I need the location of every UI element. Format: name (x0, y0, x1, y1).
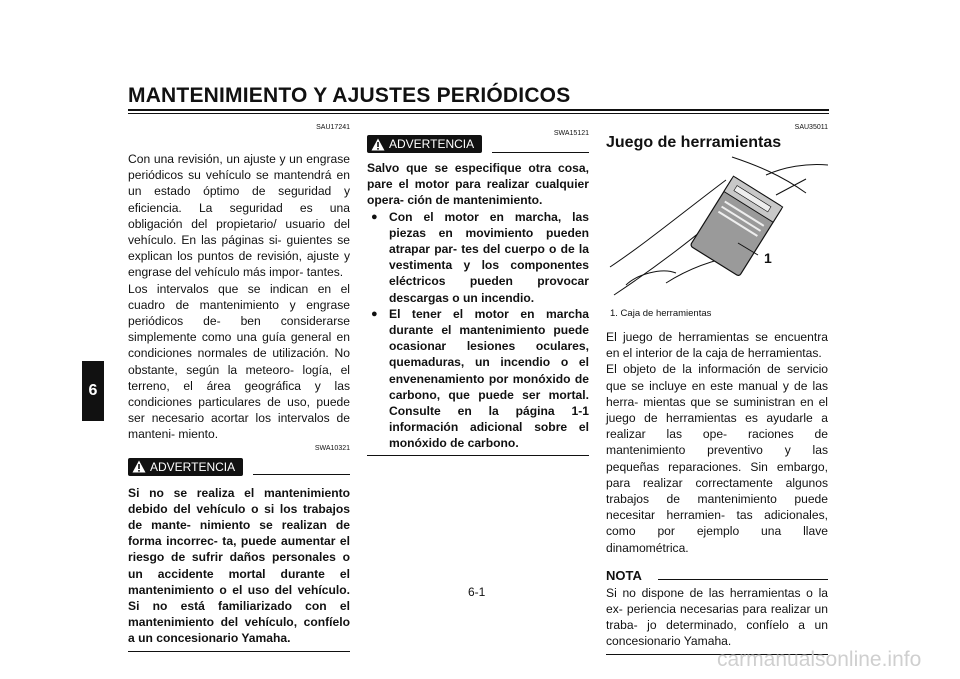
warning-label: ADVERTENCIA (389, 137, 475, 151)
column-3 (606, 124, 828, 152)
toolkit-purpose-paragraph: El objeto de la información de servicio que se incluye en este manual y de las herra- mientas que se suministran en el juego de herramientas es ayudarle a realizar las ope- raciones de mantenimiento preventivo y las pequeñas reparaciones. Sin embargo, para realizar correctamente algunos trabajos de mantenimiento puede necesitar herramien- tas adicionales, como por ejemplo una llave dinamométrica. (606, 362, 828, 555)
bullet-dot-icon: ● (371, 307, 378, 320)
section-code: SAU17241 (316, 124, 350, 131)
warning-header (367, 135, 589, 153)
bullet-dot-icon: ● (371, 210, 378, 223)
callout-number: 1 (764, 250, 772, 266)
note-header (606, 568, 828, 583)
title-rule-thin (128, 113, 829, 114)
warning-code: SWA10321 (314, 444, 350, 452)
section-heading: Juego de herramientas (606, 134, 782, 151)
warning-bullet: ● El tener el motor en marcha durante el mantenimiento puede ocasionar lesiones oculares, quemaduras, un incendio o el envenenamiento por monóxido de carbono, que puede ser mortal. Consulte en la página 1-1 información adicional sobre el monóxido de carbono. (367, 306, 589, 452)
toolbox-illustration (606, 155, 828, 303)
warning-triangle-icon (132, 460, 146, 473)
toolkit-location-paragraph: El juego de herramientas se encuentra en el interior de la caja de herramientas. (606, 330, 828, 361)
intervals-paragraph: Los intervalos que se indican en el cuadro de mantenimiento y engrase periódicos de- ben considerarse simplemente como una guía general en condiciones normales de utilización. No obstante, según la meteoro- logía, el terreno, el área geográfica y las condiciones particulares de uso, puede ser necesario acortar los intervalos de manteni- miento. (128, 281, 350, 442)
intro-paragraph: Con una revisión, un ajuste y un engrase periódicos su vehículo se mantendrá en un estado óptimo de seguridad y eficiencia. La seguridad es una obligación del propietario/ usuario del vehículo. En las páginas si- guientes se explican los puntos de revisión, ajuste y engrase del vehículo más impor- tantes. (128, 152, 350, 280)
chapter-tab: 6 (82, 361, 104, 421)
page-number: 6-1 (468, 585, 486, 599)
warning-header (128, 458, 350, 476)
warning-code: SWA15121 (553, 130, 589, 137)
figure-caption: 1. Caja de herramientas (610, 308, 712, 319)
title-rule (128, 109, 829, 111)
note-text: Si no dispone de las herramientas o la ex- periencia necesarias para realizar un traba- jo determinado, confíelo a un concesionario Yamaha. (606, 585, 828, 649)
watermark-text: carmanualsonline.info (717, 648, 922, 671)
page-title: MANTENIMIENTO Y AJUSTES PERIÓDICOS (128, 84, 571, 107)
warning-text: Si no se realiza el mantenimiento debido del vehículo o si los trabajos de mante- nimiento se realizan de forma incorrec- ta, puede aumentar el riesgo de sufrir daños personales o un accidente mortal durante el mantenimiento o el uso del vehículo. Si no está familiarizado con el mantenimiento del vehículo, confíelo a un concesionario Yamaha. (128, 485, 350, 646)
warning-bullet: ● Con el motor en marcha, las piezas en movimiento pueden atrapar par- tes del cuerpo o de la vestimenta y los componentes eléctricos pueden provocar descargas o un incendio. (367, 209, 589, 306)
column-2 (367, 124, 589, 456)
warning-triangle-icon (371, 138, 385, 151)
warning-intro: Salvo que se especifique otra cosa, pare el motor para realizar cualquier opera- ción de mantenimiento. (367, 161, 589, 208)
column-3-body (606, 308, 828, 655)
note-label: NOTA (606, 567, 642, 583)
warning-label: ADVERTENCIA (150, 459, 236, 474)
section-code: SAU35011 (794, 124, 828, 131)
warning-end-rule (367, 455, 589, 456)
warning-end-rule (128, 651, 350, 652)
column-1 (128, 124, 350, 652)
